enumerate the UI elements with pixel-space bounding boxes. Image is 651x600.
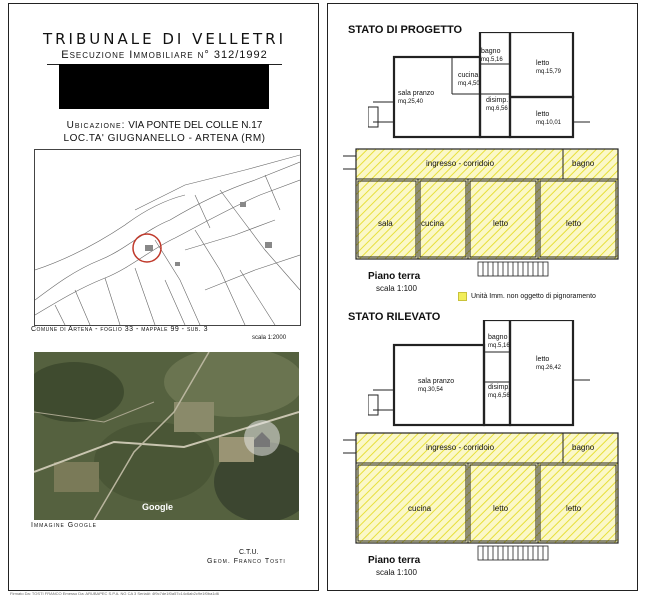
rilevato-room-cucina: cucina — [408, 504, 432, 513]
court-title: TRIBUNALE DI VELLETRI — [42, 30, 287, 48]
rilevato-room-letto-b: letto — [566, 504, 582, 513]
rilevato-lower-bagno: bagno — [572, 443, 595, 452]
locality-line: LOC.TA' GIUGNANELLO - ARTENA (RM) — [63, 133, 266, 144]
progetto-lower-bagno: bagno — [572, 159, 595, 168]
cover-page-panel — [8, 3, 319, 591]
address-line — [9, 120, 320, 131]
progetto-sala: sala pranzo mq.25,40 — [398, 90, 435, 105]
cadastral-scale: scala 1:2000 — [252, 335, 287, 341]
rilevato-heading: STATO RILEVATO — [348, 311, 441, 323]
cadastral-caption: Comune di Artena - foglio 33 - mappale 99 - sub. 3 — [31, 326, 209, 333]
signature-footer: Firmato Da: TOSTI FRANCO Emesso Da: ARUBAPEC S.P.A. NG CA 3 Serial#: 4f9c7de1f0a57c14c6ab2c9e1f0ba1d6 — [10, 591, 219, 596]
google-watermark: Google — [142, 502, 173, 512]
progetto-corridor-label: ingresso - corridoio — [426, 159, 495, 168]
cadastral-map-drawing — [35, 150, 300, 325]
rilevato-bagno: bagno mq.5,16 — [488, 334, 510, 349]
rilevato-room-letto-a: letto — [493, 504, 509, 513]
rilevato-upper-plan — [368, 320, 598, 430]
aerial-image — [34, 352, 299, 520]
floorplan-page-panel — [327, 3, 638, 591]
progetto-floor-label: Piano terra — [368, 271, 421, 282]
progetto-room-sala: sala — [378, 219, 393, 228]
legend-text: Unità Imm. non oggetto di pignoramento — [471, 293, 596, 300]
progetto-letto1: letto mq.15,79 — [536, 60, 562, 75]
legend-swatch — [458, 292, 467, 301]
progetto-cucina: cucina mq.4,50 — [458, 72, 480, 87]
aerial-caption: Immagine Google — [31, 522, 98, 529]
rilevato-letto: letto mq.26,42 — [536, 356, 562, 371]
progetto-heading: STATO DI PROGETTO — [348, 24, 463, 36]
progetto-room-cucina: cucina — [421, 219, 445, 228]
rilevato-sala: sala pranzo mq.30,54 — [418, 378, 455, 393]
ubicazione-label: Ubicazione: — [66, 120, 126, 131]
aerial-image-drawing — [34, 352, 299, 520]
rilevato-floor-label: Piano terra — [368, 555, 421, 566]
ctu-name: Geom. Franco Tosti — [207, 558, 286, 565]
rilevato-scale: scala 1:100 — [376, 568, 417, 577]
progetto-room-letto-a: letto — [493, 219, 509, 228]
progetto-room-letto-b: letto — [566, 219, 582, 228]
cadastral-map — [34, 149, 301, 326]
progetto-letto2: letto mq.10,01 — [536, 111, 562, 126]
progetto-scale: scala 1:100 — [376, 284, 417, 293]
ctu-label: C.T.U. — [239, 549, 259, 556]
redaction-block — [59, 64, 269, 109]
rilevato-disimp: disimp. mq.6,56 — [488, 384, 511, 399]
progetto-bagno: bagno mq.5,16 — [481, 48, 503, 63]
ubicazione-value: VIA PONTE DEL COLLE N.17 — [128, 120, 263, 131]
procedure-subtitle: Esecuzione Immobiliare n° 312/1992 — [61, 49, 268, 61]
rilevato-corridor-label: ingresso - corridoio — [426, 443, 495, 452]
progetto-disimp: disimp. mq.6,56 — [486, 97, 509, 112]
legend — [458, 292, 596, 301]
